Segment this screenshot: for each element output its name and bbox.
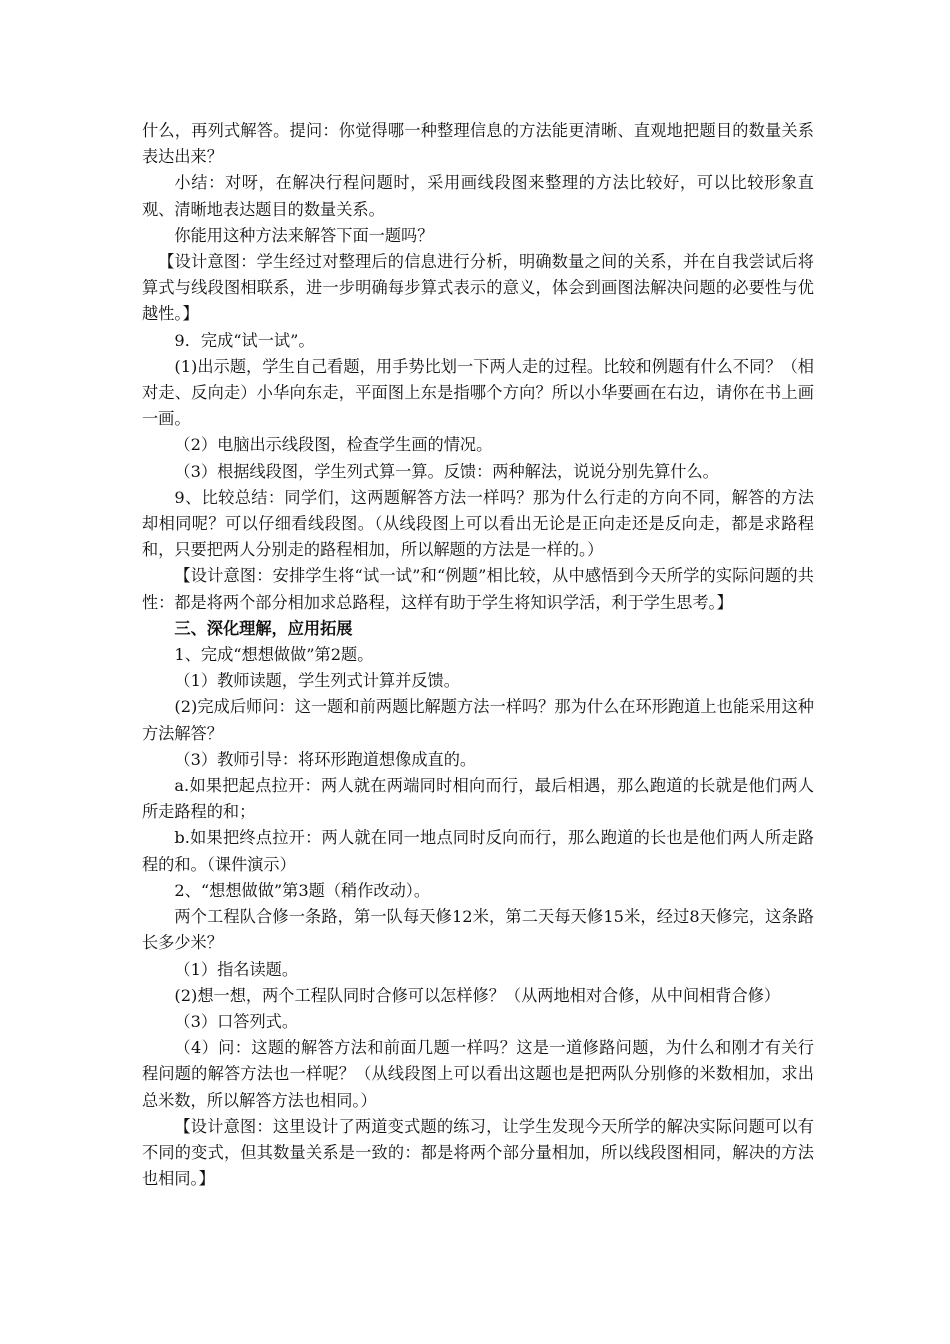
paragraph-task-2: 2、“想想做做”第3题（稍作改动）。 [174, 880, 431, 900]
paragraph-task-1-2: (2)完成后师问：这一题和前两题比解题方法一样吗？那为什么在环形跑道上也能采用这种方法解答？ [142, 697, 814, 743]
paragraph-task-1: 1、完成“想想做做”第2题。 [174, 645, 374, 665]
paragraph-task-2-4: （4）问：这题的解答方法和前面几题一样吗？这是一道修路问题，为什么和刚才有关行程问题的解答方法也一样呢？（从线段图上可以看出这题也是把两队分别修的米数相加，求出总米数，所以解答方法也相同。） [142, 1038, 814, 1110]
paragraph-task-1-3: （3）教师引导：将环形跑道想像成直的。 [174, 749, 477, 769]
paragraph-intro-question: 什么，再列式解答。提问：你觉得哪一种整理信息的方法能更清晰、直观地把题目的数量关系表达出来？ [142, 121, 814, 167]
paragraph-task-2-1: （1）指名读题。 [174, 959, 299, 979]
paragraph-design-intent-3: 【设计意图：这里设计了两道变式题的练习，让学生发现今天所学的解决实际问题可以有不同的变式，但其数量关系是一致的：都是将两个部分量相加，所以线段图相同，解决的方法也相同。】 [142, 1116, 814, 1189]
paragraph-step-9: 9．完成“试一试”。 [174, 330, 315, 350]
paragraph-task-2-problem: 两个工程队合修一条路，第一队每天修12米，第二天每天修15米，经过8天修完，这条路长多少米？ [142, 907, 814, 953]
paragraph-step-9-2: （2）电脑出示线段图，检查学生画的情况。 [174, 435, 493, 455]
paragraph-compare-summary: 9、比较总结：同学们，这两题解答方法一样吗？那为什么行走的方向不同，解答的方法却相同呢？可以仔细看线段图。（从线段图上可以看出无论是正向走还是反向走，都是求路程和，只要把两人分别走的路程相加，所以解题的方法是一样的。） [142, 487, 814, 560]
paragraph-task-1-b: b.如果把终点拉开：两人就在同一地点同时反向而行，那么跑道的长也是他们两人所走路程的和。（课件演示） [142, 828, 814, 874]
paragraph-summary: 小结：对呀，在解决行程问题时，采用画线段图来整理的方法比较好，可以比较形象直观、清晰地表达题目的数量关系。 [142, 173, 814, 219]
paragraph-task-2-3: （3）口答列式。 [174, 1011, 299, 1031]
section-heading-3: 三、深化理解，应用拓展 [174, 618, 353, 638]
paragraph-task-1-1: （1）教师读题，学生列式计算并反馈。 [174, 671, 460, 691]
paragraph-step-9-1: (1)出示题，学生自己看题，用手势比划一下两人走的过程。比较和例题有什么不同？（相对走、反向走）小华向东走，平面图上东是指哪个方向？所以小华要画在右边，请你在书上画一画。 [142, 356, 814, 429]
document-page [142, 118, 814, 1192]
paragraph-task-1-a: a.如果把起点拉开：两人就在两端同时相向而行，最后相遇，那么跑道的长就是他们两人所走路程的和； [142, 776, 814, 822]
paragraph-prompt: 你能用这种方法来解答下面一题吗？ [174, 225, 434, 245]
paragraph-design-intent-1: 【设计意图：学生经过对整理后的信息进行分析，明确数量之间的关系，并在自我尝试后将算式与线段图相联系，进一步明确每步算式表示的意义，体会到画图法解决问题的必要性与优越性。】 [142, 252, 814, 324]
paragraph-step-9-3: （3）根据线段图，学生列式算一算。反馈：两种解法，说说分别先算什么。 [174, 461, 719, 481]
paragraph-task-2-2: (2)想一想，两个工程队同时合修可以怎样修？（从两地相对合修，从中间相背合修） [174, 985, 781, 1005]
paragraph-design-intent-2: 【设计意图：安排学生将“试一试”和“例题”相比较，从中感悟到今天所学的实际问题的共性：都是将两个部分相加求总路程，这样有助于学生将知识学活，利于学生思考。】 [142, 566, 814, 612]
